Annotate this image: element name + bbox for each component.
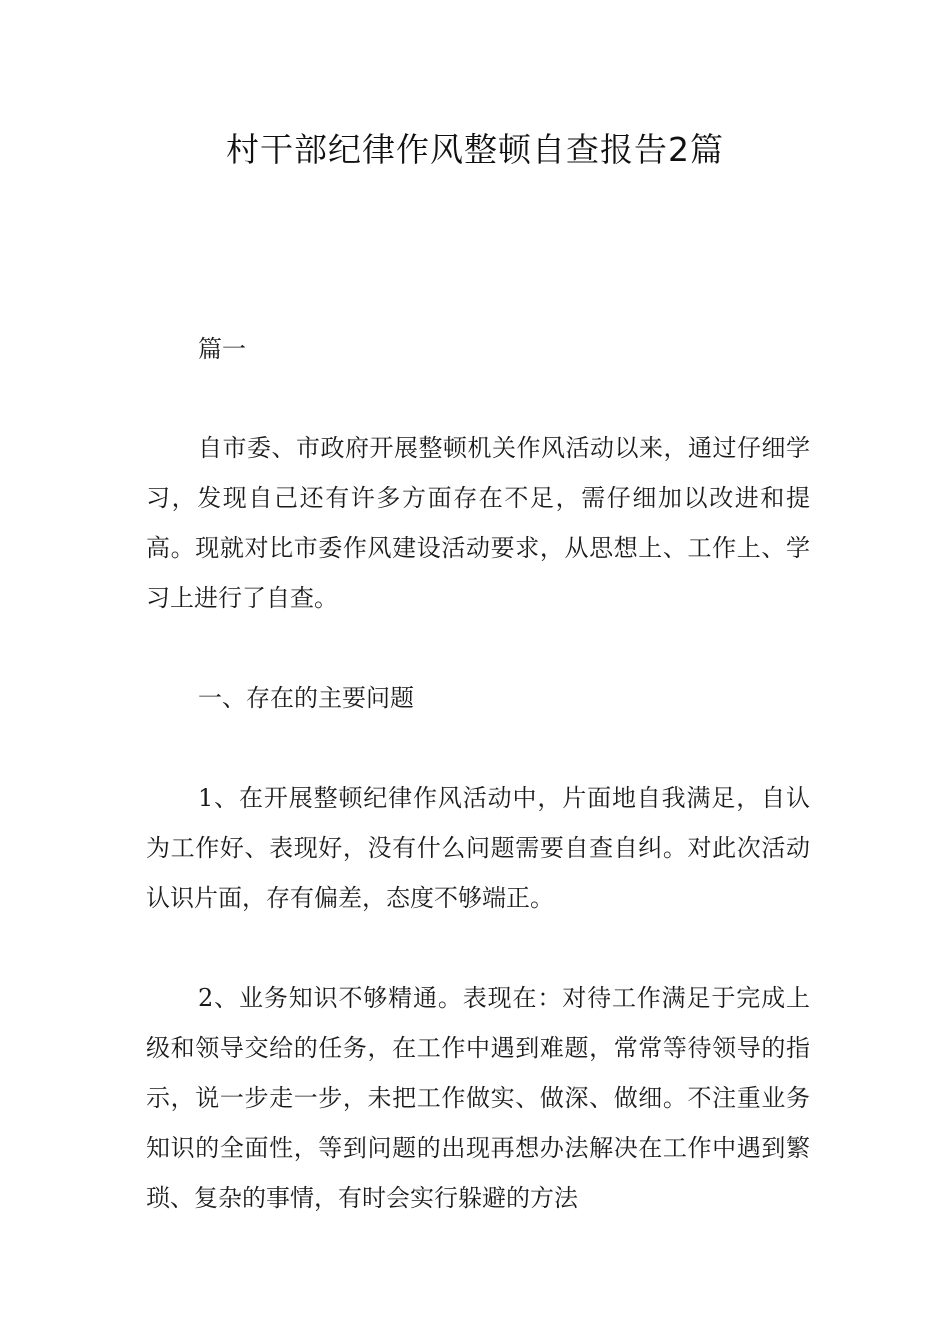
problem-item-1: 1、在开展整顿纪律作风活动中，片面地自我满足，自认为工作好、表现好，没有什么问题需要自查自纠。对此次活动认识片面，存有偏差，态度不够端正。 — [146, 784, 810, 912]
problem-item-2: 2、业务知识不够精通。表现在：对待工作满足于完成上级和领导交给的任务，在工作中遇到难题，常常等待领导的指示，说一步走一步，未把工作做实、做深、做细。不注重业务知识的全面性，等到问题的出现再想办法解决在工作中遇到繁琐、复杂的事情，有时会实行躲避的方法 — [146, 984, 810, 1212]
intro-paragraph: 自市委、市政府开展整顿机关作风活动以来，通过仔细学习，发现自己还有许多方面存在不足，需仔细加以改进和提高。现就对比市委作风建设活动要求，从思想上、工作上、学习上进行了自查。 — [146, 434, 810, 612]
section-heading: 一、存在的主要问题 — [198, 684, 414, 712]
part-heading: 篇一 — [198, 335, 246, 363]
document-title: 村干部纪律作风整顿自查报告2篇 — [226, 130, 724, 169]
